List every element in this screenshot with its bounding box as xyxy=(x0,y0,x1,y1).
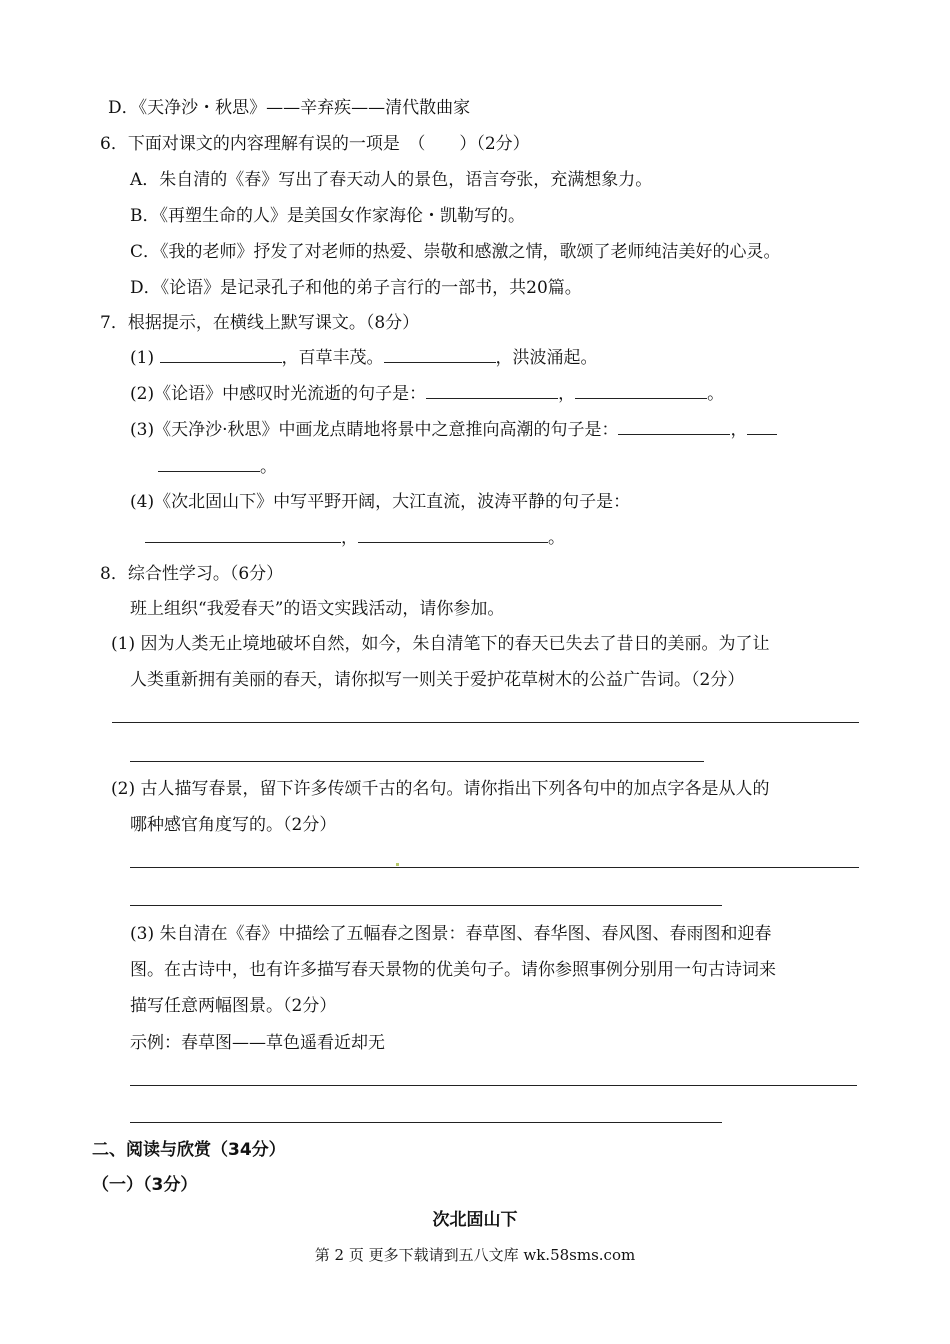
subsection-heading: （一）（3分） xyxy=(92,1175,198,1195)
answer-blank[interactable] xyxy=(145,526,341,543)
answer-line[interactable] xyxy=(130,1085,857,1086)
q6-option-a: A．朱自清的《春》写出了春天动人的景色，语言夸张，充满想象力。 xyxy=(130,170,653,190)
q7-item-2-text: (2)《论语》中感叹时光流逝的句子是： xyxy=(130,384,427,404)
answer-blank[interactable] xyxy=(384,346,496,363)
q8-example: 示例：春草图——草色遥看近却无 xyxy=(130,1033,385,1053)
q8-sub1-line1: (1) 因为人类无止境地破坏自然，如今，朱自清笔下的春天已失去了昔日的美丽。为了让 xyxy=(111,634,770,654)
poem-title: 次北固山下 xyxy=(432,1210,518,1230)
q6-option-d: D．《论语》是记录孔子和他的弟子言行的一部书，共20篇。 xyxy=(130,278,582,298)
q7-item-3-end: 。 xyxy=(260,457,277,477)
answer-blank[interactable] xyxy=(160,346,282,363)
q8-sub2-line1: (2) 古人描写春景，留下许多传颂千古的名句。请你指出下列各句中的加点字各是从人的 xyxy=(111,779,770,799)
q6-stem: 6．下面对课文的内容理解有误的一项是 （ ）（2分） xyxy=(100,134,530,154)
q7-stem: 7．根据提示，在横线上默写课文。（8分） xyxy=(100,313,420,333)
section-heading: 二、阅读与欣赏（34分） xyxy=(92,1140,286,1160)
q8-intro: 班上组织“我爱春天”的语文实践活动，请你参加。 xyxy=(130,599,505,619)
speck-mark xyxy=(396,863,399,866)
answer-line[interactable] xyxy=(130,867,859,868)
answer-blank[interactable] xyxy=(618,418,730,435)
answer-blank[interactable] xyxy=(747,418,777,435)
answer-line[interactable] xyxy=(130,1122,722,1123)
q8-sub3-line2: 图。在古诗中，也有许多描写春天景物的优美句子。请你参照事例分别用一句古诗词来 xyxy=(130,960,776,980)
answer-line[interactable] xyxy=(112,722,859,723)
q7-item-2-comma: ， xyxy=(558,384,576,404)
answer-line[interactable] xyxy=(130,905,722,906)
q7-item-1-text-a: ，百草丰茂。 xyxy=(281,348,384,368)
q8-sub2-line2: 哪种感官角度写的。（2分） xyxy=(130,815,337,835)
q6-option-c: C．《我的老师》抒发了对老师的热爱、崇敬和感激之情，歌颂了老师纯洁美好的心灵。 xyxy=(130,242,781,262)
q7-item-4-answer xyxy=(145,526,565,550)
answer-blank[interactable] xyxy=(575,382,707,399)
answer-blank[interactable] xyxy=(426,382,558,399)
page-footer: 第 2 页 更多下载请到五八文库 wk.58sms.com xyxy=(314,1246,636,1264)
q8-sub3-line3: 描写任意两幅图景。（2分） xyxy=(130,996,337,1016)
q7-item-4-comma: ， xyxy=(341,528,358,548)
q7-item-2 xyxy=(130,382,724,406)
q7-item-2-end: 。 xyxy=(707,384,725,404)
q6-option-b: B．《再塑生命的人》是美国女作家海伦・凯勒写的。 xyxy=(130,206,525,226)
q7-item-4-end: 。 xyxy=(548,528,565,548)
q8-stem: 8．综合性学习。（6分） xyxy=(100,564,284,584)
q5-option-d: D．《天净沙・秋思》——辛弃疾——清代散曲家 xyxy=(108,98,471,118)
q7-item-3 xyxy=(130,418,777,442)
q7-item-3-text: (3)《天净沙·秋思》中画龙点睛地将景中之意推向高潮的句子是： xyxy=(130,420,619,440)
answer-blank[interactable] xyxy=(358,526,548,543)
q7-item-3-cont xyxy=(158,455,277,479)
q7-item-3-comma: ， xyxy=(730,420,748,440)
q7-item-1-text-b: ，洪波涌起。 xyxy=(495,348,598,368)
q8-sub1-line2: 人类重新拥有美丽的春天，请你拟写一则关于爱护花草树木的公益广告词。（2分） xyxy=(130,670,745,690)
q7-item-4: (4)《次北固山下》中写平野开阔，大江直流，波涛平静的句子是： xyxy=(130,492,631,512)
q7-item-1-label: (1) xyxy=(130,348,155,368)
q8-sub3-line1: (3) 朱自清在《春》中描绘了五幅春之图景：春草图、春华图、春风图、春雨图和迎春 xyxy=(130,924,772,944)
q7-item-1 xyxy=(130,346,598,370)
answer-blank[interactable] xyxy=(158,455,260,472)
answer-line[interactable] xyxy=(130,761,704,762)
